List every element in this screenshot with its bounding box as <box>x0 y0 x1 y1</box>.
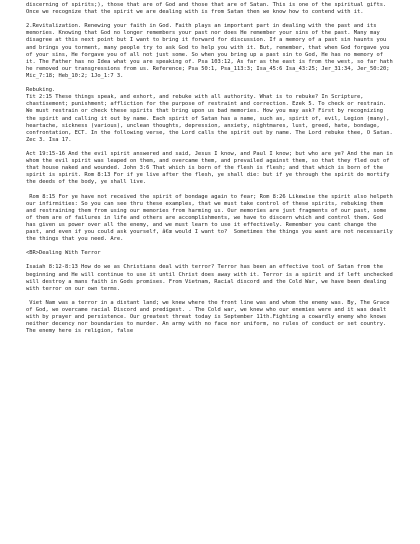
paragraph-gap <box>26 80 394 87</box>
paragraph-discerning: discerning of spirits;), those that are of God and those that are of Satan. This is one of the spiritual gifts. Once we recognize that the spirit we are dealing with is from Satan then we know how to contend with it. <box>26 2 390 16</box>
paragraph-viet-nam: Viet Nam was a terror in a distant land; we knew where the front line was and whom the enemy was. By, The Grace of God, we overcame racial Discord and predigest. . The Cold war, we knew who our enemies were and it was dealt with by prayer and persistence. Our greatest threat today is September 11th.Fighting a cowardly enemy who knows neither decency nor boundaries to murder. An army with no face nor uniform, no rules of conduct or set country. The enemy here is religion, false <box>26 299 393 335</box>
paragraph-rebuke-definition: Tit 2:15 These things speak, and exhort, and rebuke with all authority. What is to rebuke? In Scripture, chastisement; punishment; affliction for the purpose of restraint and correction. Ezek 5. To check or restrain. We must restrain or check these spirits that bring upon us bad memories. How you may ask? First by recognizing the spirit and calling it out by name. Each spirit of Satan has a name, such as, spirit of, evil, Legion (many), heartache, sickness (various), unclean thoughts, depression, anxiety, nightmares, lust, greed, hate, bondage, confrontation, ECT. In the following verse, the Lord calls the spirit out by name. The Lord rebuke thee, O Satan. Zec 3. Isa 17. <box>26 94 396 143</box>
paragraph-romans-8: Rom 8:15 For ye have not received the spirit of bondage again to fear; Rom 8:26 Likewise the spirit also helpeth our infirmities: So you can see thru these examples, that we must take control of these spirits, rebuking them and restraining them from using our memories from harming us. Our memories are just fragments of our past, some of them are of failures in life and others are accomplishments, we have to discern which and control them. God has given us power over all the enemy, and we must learn to use it effectively. Remember you cant change the past, and even if you could ask yourself, â€œ would I want to? Sometimes the things you want are not necessarily the things that you need. Are. <box>26 193 396 243</box>
paragraph-gap <box>26 144 394 151</box>
paragraph-gap <box>26 257 394 264</box>
paragraph-gap <box>26 243 394 250</box>
section-heading-rebuking: Rebuking. <box>26 87 56 94</box>
paragraph-isaiah-8: Isaiah 8:12-8:13 How do we as Christians deal with terror? Terror has been an effective tool of Satan from the beginning and He will continue to use it until Christ does away with it. Terror is a spirit and if left unchecked will destroy a mans faith in Gods promises. From Vietnam, Racial discord and the Cold War, we have been dealing with terror on our own terms. <box>26 264 396 292</box>
paragraph-gap <box>26 16 394 23</box>
paragraph-gap <box>26 293 394 300</box>
paragraph-revitalization: 2.Revitalization. Renewing your faith in God. Faith plays an important part in dealing with the past and its memories. Knowing that God no longer remembers your past nor does He remember your sins of the past. Many may disagree at this next point but I want to bring it forward for discussion. If a memory of a past sin haunts you and brings you torment, many people try to ask God to help you with it. But, remember, that when God forgave you of your sins, He forgave you of all not just some. So when you bring up a past sin to God, He has no memory of it. The Father has no Idea what you are speaking of. Psa 103:12, As far as the east is from the west, so far hath he removed our transgressions from us. Reference; Psa 50:1, Psa_113:3; Isa_45:6 Isa_43:25; Jer_31:34, Jer_50:20; Mic_7:18; Heb_10:2; 1Jo_1:7 3. <box>26 23 396 79</box>
section-heading-terror: <BR>Dealing With Terror <box>26 250 101 257</box>
paragraph-gap <box>26 186 394 193</box>
paragraph-acts-19: Act 19:15-16 And the evil spirit answered and said, Jesus I know, and Paul I know; but who are ye? And the man in whom the evil spirit was leaped on them, and overcame them, and prevailed against them, so that they fled out of that house naked and wounded. John 3:6 That which is born of the flesh is flesh; and that which is born of the spirit is spirit. Rom 8:13 For if ye live after the flesh, ye shall die: but if ye through the spirit do mortify the deeds of the body, ye shall live. <box>26 150 396 186</box>
